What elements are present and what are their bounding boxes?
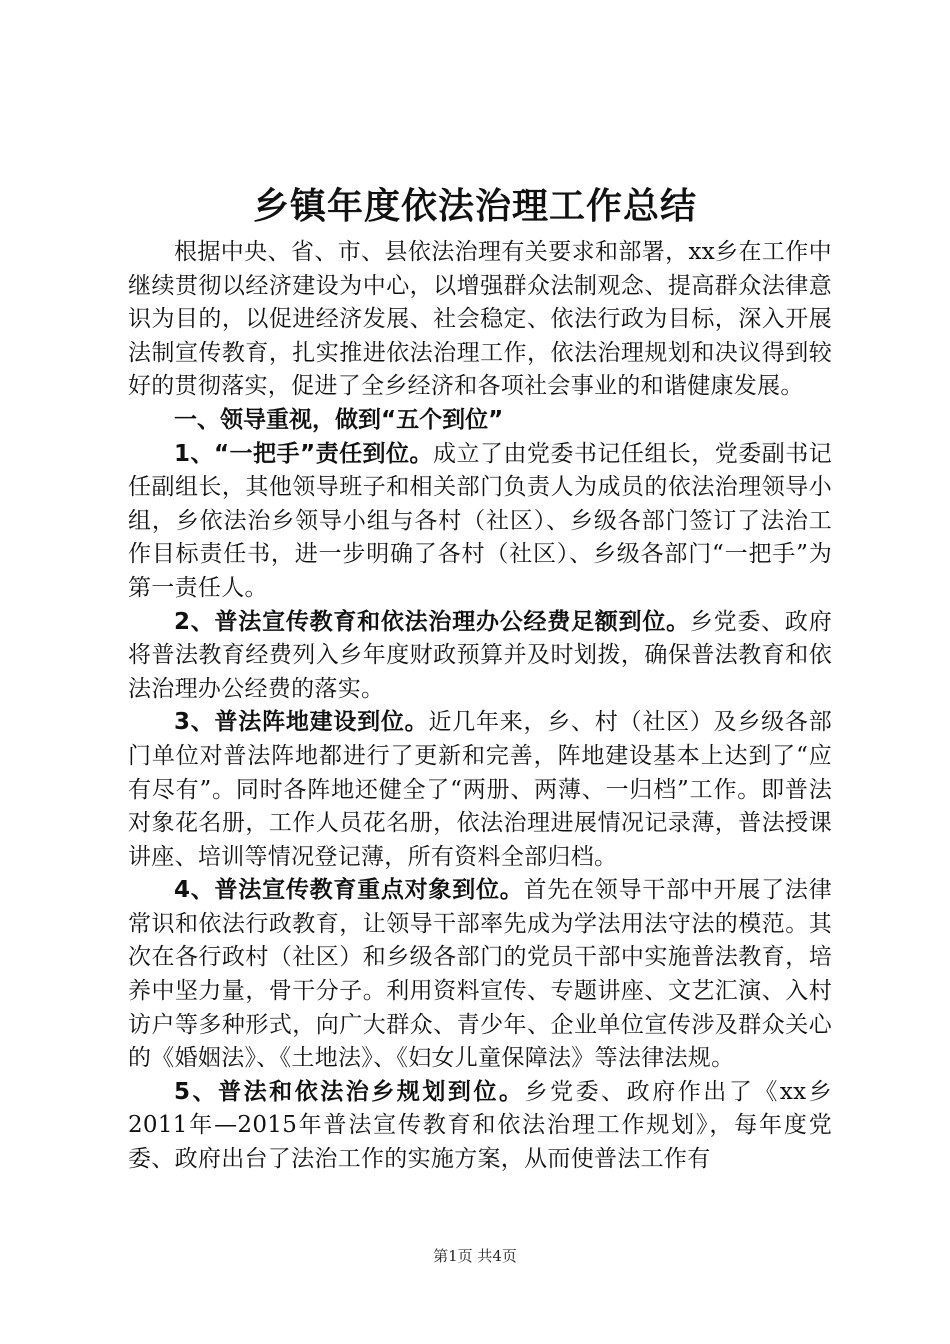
item-lead-5: 5、普法和依法治乡规划到位。 [174, 1078, 525, 1105]
item-paragraph-2 [128, 606, 832, 707]
page-footer: 第1页 共4页 [433, 1247, 517, 1265]
item-lead-2: 2、普法宣传教育和依法治理办公经费足额到位。 [174, 608, 690, 635]
item-text-2: 乡党委、政府将普法教育经费列入乡年度财政预算并及时划拨，确保普法教育和依法治理办公经费的落实。 [128, 608, 832, 702]
item-paragraph-5 [128, 1076, 832, 1177]
item-text-1: 成立了由党委书记任组长，党委副书记任副组长，其他领导班子和相关部门负责人为成员的依法治理领导小组，乡依法治乡领导小组与各村（社区）、乡级各部门签订了法治工作目标责任书，进一步明确了各村（社区）、乡级各部门“一把手”为第一责任人。 [128, 440, 832, 601]
document-body [128, 236, 832, 1177]
item-lead-3: 3、普法阵地建设到位。 [174, 709, 429, 736]
section-heading: 一、领导重视，做到“五个到位” [174, 406, 504, 433]
item-text-3: 近几年来，乡、村（社区）及乡级各部门单位对普法阵地都进行了更新和完善，阵地建设基本上达到了“应有尽有”。同时各阵地还健全了“两册、两薄、一归档”工作。即普法对象花名册，工作人员花名册，依法治理进展情况记录薄，普法授课讲座、培训等情况登记薄，所有资料全部归档。 [128, 709, 832, 870]
item-lead-4: 4、普法宣传教育重点对象到位。 [174, 877, 524, 904]
intro-paragraph: 根据中央、省、市、县依法治理有关要求和部署，xx乡在工作中继续贯彻以经济建设为中心，以增强群众法制观念、提高群众法律意识为目的，以促进经济发展、社会稳定、依法行政为目标，深入开展法制宣传教育，扎实推进依法治理工作，依法治理规划和决议得到较好的贯彻落实，促进了全乡经济和各项社会事业的和谐健康发展。 [128, 239, 832, 400]
item-paragraph-1 [128, 438, 832, 606]
item-paragraph-3 [128, 706, 832, 874]
item-text-5: 乡党委、政府作出了《xx乡2011年—2015年普法宣传教育和依法治理工作规划》，每年度党委、政府出台了法治工作的实施方案，从而使普法工作有 [128, 1078, 832, 1173]
item-paragraph-4 [128, 874, 832, 1076]
item-text-4: 首先在领导干部中开展了法律常识和依法行政教育，让领导干部率先成为学法用法守法的模范。其次在各行政村（社区）和乡级各部门的党员干部中实施普法教育，培养中坚力量，骨干分子。利用资料宣传、专题讲座、文艺汇演、入村访户等多种形式，向广大群众、青少年、企业单位宣传涉及群众关心的《婚姻法》、《土地法》、《妇女儿童保障法》等法律法规。 [128, 877, 832, 1072]
document-title: 乡镇年度依法治理工作总结 [252, 186, 697, 227]
item-lead-1: 1、“一把手”责任到位。 [174, 440, 433, 467]
